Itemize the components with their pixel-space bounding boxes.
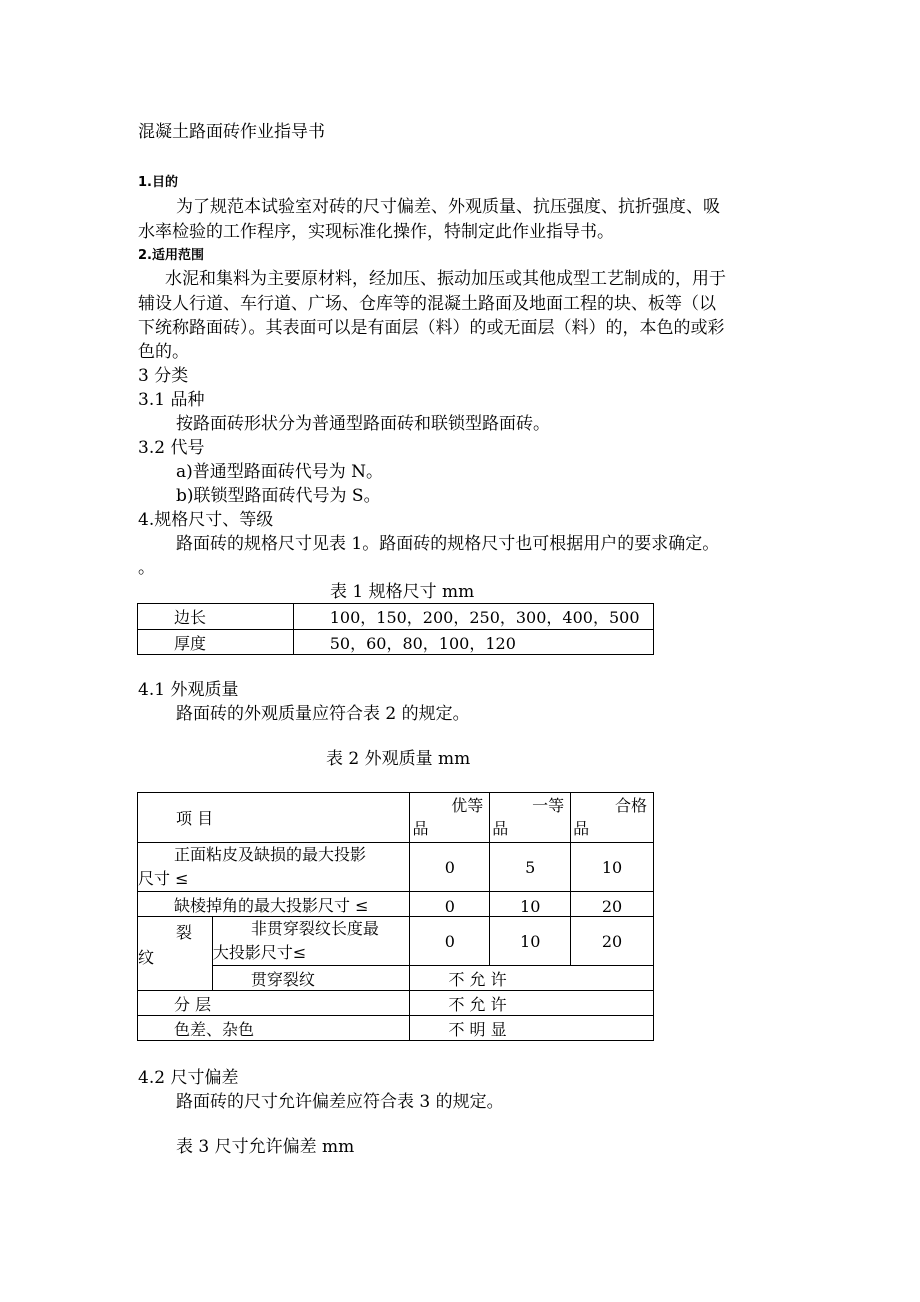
header-text: 优等 — [451, 796, 484, 815]
section-4-2-text: 路面砖的尺寸允许偏差应符合表 3 的规定。 — [176, 1092, 504, 1112]
section-3-2-item: b)联锁型路面砖代号为 S。 — [176, 486, 381, 506]
header-text: 品 — [573, 819, 590, 838]
table-cell: 0 — [410, 917, 490, 966]
table-header-row — [138, 793, 654, 843]
label-line: 裂 — [176, 923, 193, 942]
label-line: 正面粘皮及缺损的最大投影 — [174, 845, 367, 864]
section-1-heading: 1.目的 — [138, 175, 178, 190]
table-cell: 10 — [490, 917, 571, 966]
table-row — [138, 966, 654, 991]
label-line: 尺寸 ≤ — [138, 869, 189, 888]
section-4-2-heading: 4.2 尺寸偏差 — [138, 1068, 239, 1088]
section-1-line: 水率检验的工作程序，实现标准化操作，特制定此作业指导书。 — [138, 222, 614, 242]
section-2-line: 下统称路面砖）。其表面可以是有面层（料）的或无面层（料）的，本色的或彩 — [138, 318, 725, 338]
section-1-line: 为了规范本试验室对砖的尺寸偏差、外观质量、抗压强度、抗折强度、吸 — [176, 197, 720, 217]
column-header-grade-1 — [410, 793, 490, 843]
table-cell: 10 — [571, 843, 654, 892]
header-text: 合格 — [614, 796, 647, 815]
section-3-1-text: 按路面砖形状分为普通型路面砖和联锁型路面砖。 — [176, 414, 550, 434]
table-row — [138, 917, 654, 966]
table-cell: 100，150，200，250，300，400，500 — [293, 604, 653, 630]
column-header-grade-3 — [571, 793, 654, 843]
table-cell: 边长 — [138, 604, 294, 630]
table-3-caption: 表 3 尺寸允许偏差 mm — [176, 1137, 355, 1157]
section-4-heading: 4.规格尺寸、等级 — [138, 510, 274, 530]
stray-mark: 。 — [138, 558, 155, 578]
table-cell: 50，60，80，100，120 — [293, 630, 653, 655]
table-1 — [137, 603, 654, 655]
section-2-line: 水泥和集料为主要原材料，经加压、振动加压或其他成型工艺制成的，用于 — [165, 269, 726, 289]
table-row — [138, 843, 654, 892]
row-label: 分 层 — [138, 991, 410, 1016]
section-4-text: 路面砖的规格尺寸见表 1。路面砖的规格尺寸也可根据用户的要求确定。 — [176, 534, 720, 554]
table-cell: 不 允 许 — [410, 966, 654, 991]
label-line: 纹 — [138, 948, 155, 967]
column-header-grade-2 — [490, 793, 571, 843]
document-title: 混凝土路面砖作业指导书 — [138, 122, 325, 142]
section-2-line: 色的。 — [138, 342, 189, 362]
table-cell: 0 — [410, 892, 490, 917]
column-header-item: 项 目 — [138, 793, 410, 843]
table-row — [138, 991, 654, 1016]
table-cell: 0 — [410, 843, 490, 892]
table-1-caption: 表 1 规格尺寸 mm — [330, 582, 475, 602]
header-text: 一等 — [532, 796, 565, 815]
header-text: 品 — [412, 819, 429, 838]
row-label: 缺棱掉角的最大投影尺寸 ≤ — [138, 892, 410, 917]
table-cell: 20 — [571, 892, 654, 917]
table-cell: 厚度 — [138, 630, 294, 655]
table-cell: 10 — [490, 892, 571, 917]
section-4-1-text: 路面砖的外观质量应符合表 2 的规定。 — [176, 704, 470, 724]
section-3-1-heading: 3.1 品种 — [138, 390, 205, 410]
row-label: 贯穿裂纹 — [212, 966, 410, 991]
header-text: 品 — [492, 819, 509, 838]
table-2-caption: 表 2 外观质量 mm — [326, 749, 471, 769]
table-cell: 5 — [490, 843, 571, 892]
section-2-line: 辅设人行道、车行道、广场、仓库等的混凝土路面及地面工程的块、板等（以 — [138, 294, 716, 314]
table-row — [138, 1016, 654, 1041]
section-2-heading: 2.适用范围 — [138, 248, 204, 263]
row-label: 色差、杂色 — [138, 1016, 410, 1041]
row-label — [138, 843, 410, 892]
table-row — [138, 604, 654, 630]
table-2 — [137, 792, 654, 1041]
label-line: 大投影尺寸≤ — [212, 943, 307, 962]
table-cell: 不 允 许 — [410, 991, 654, 1016]
table-row — [138, 892, 654, 917]
table-cell: 20 — [571, 917, 654, 966]
section-3-heading: 3 分类 — [138, 366, 189, 386]
section-3-2-heading: 3.2 代号 — [138, 438, 205, 458]
section-4-1-heading: 4.1 外观质量 — [138, 680, 239, 700]
label-line: 非贯穿裂纹长度最 — [250, 919, 379, 938]
table-row — [138, 630, 654, 655]
table-cell: 不 明 显 — [410, 1016, 654, 1041]
row-label — [212, 917, 410, 966]
section-3-2-item: a)普通型路面砖代号为 N。 — [176, 462, 384, 482]
crack-group-label — [138, 917, 213, 991]
